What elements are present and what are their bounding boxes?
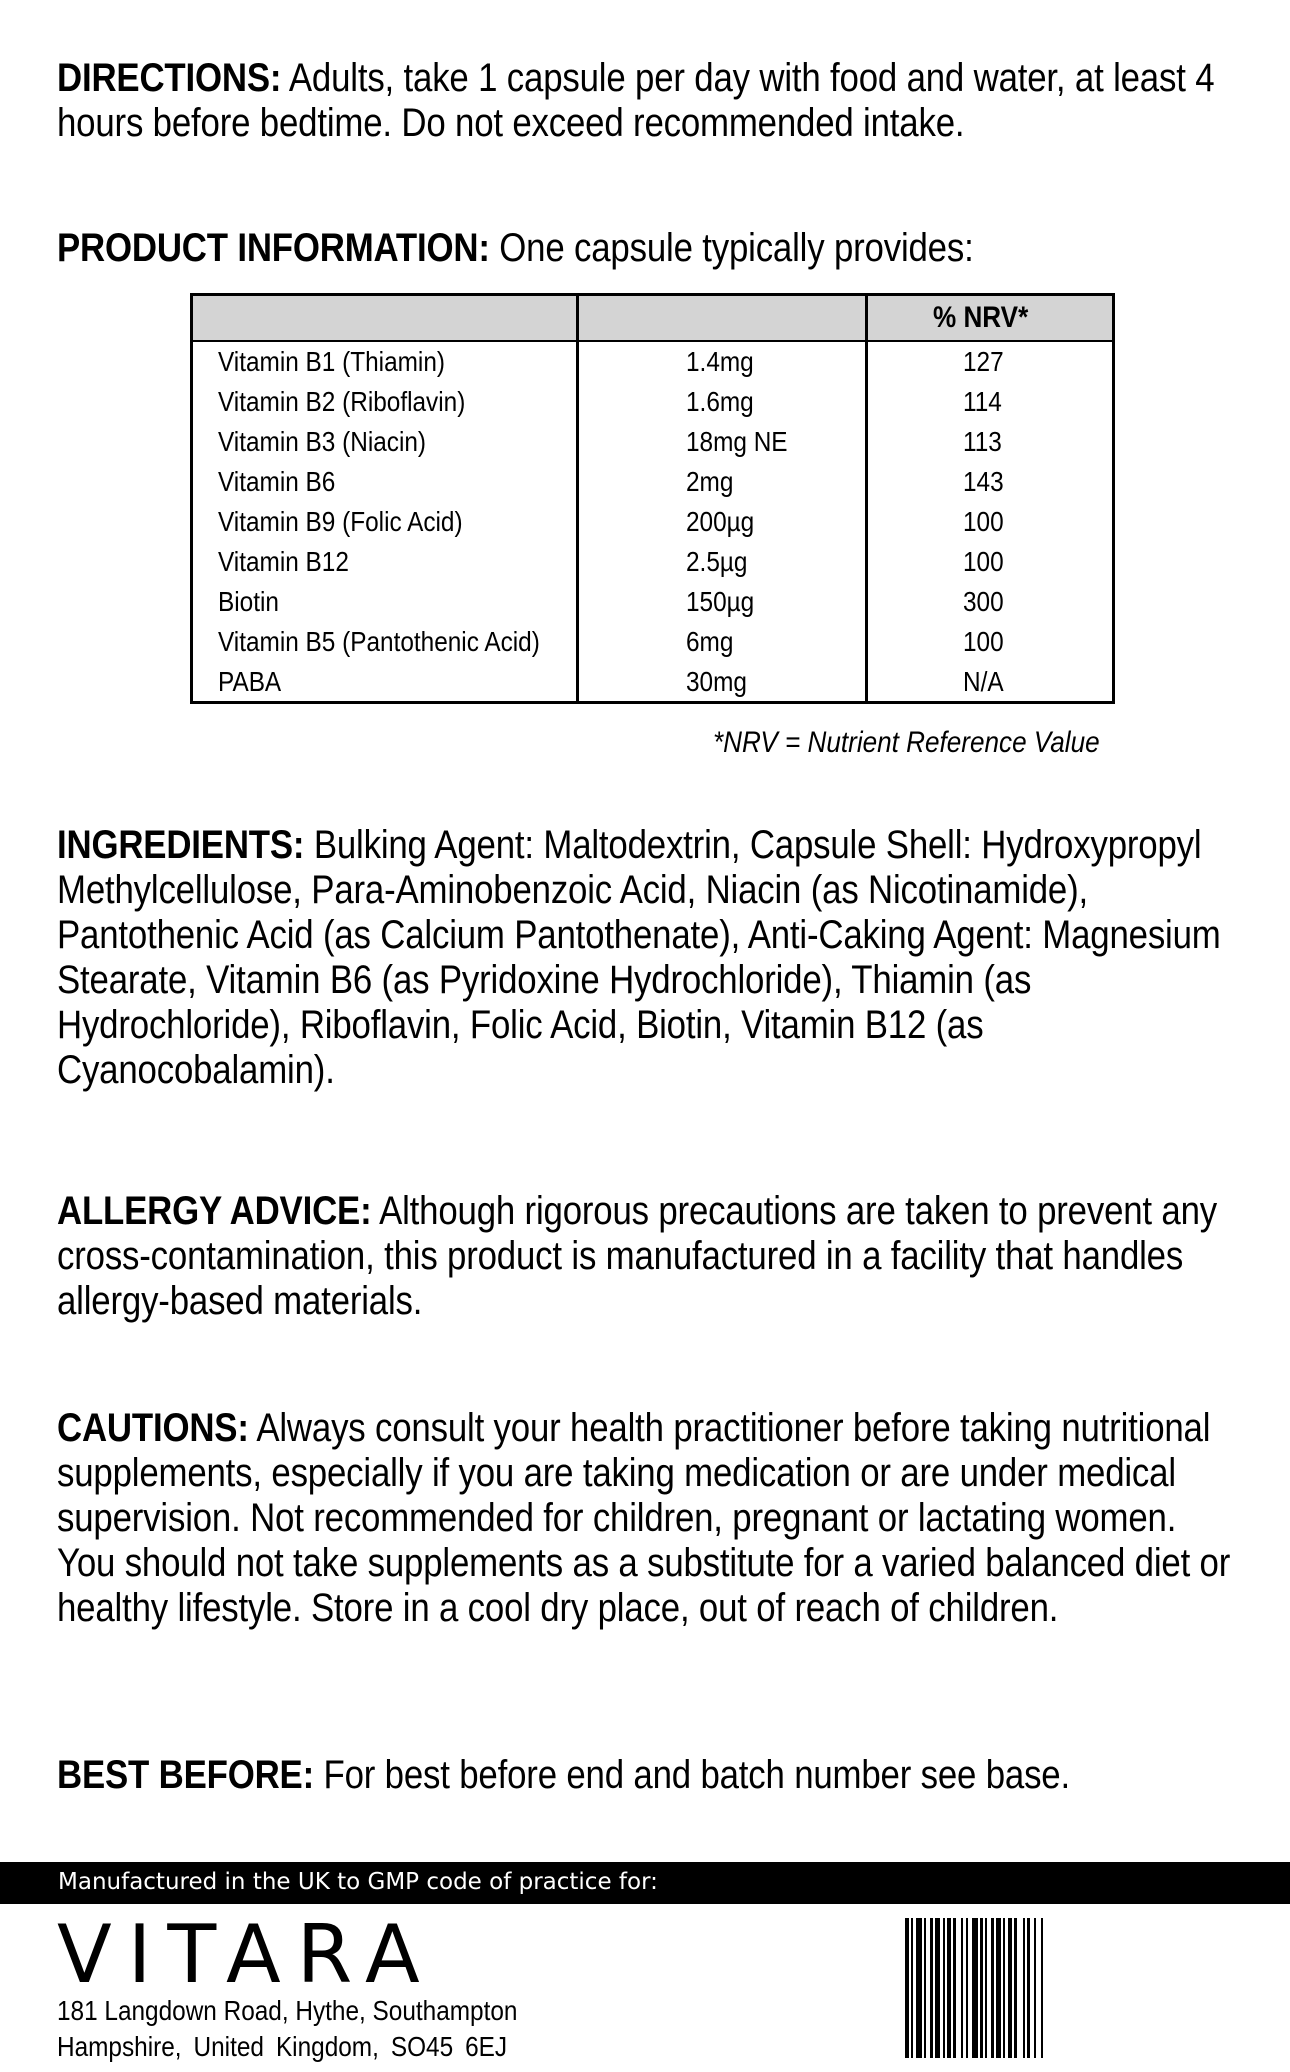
table-row (193, 462, 1112, 502)
nutrient-name: Vitamin B9 (Folic Acid) (218, 506, 463, 537)
table-row (193, 502, 1112, 542)
nutrient-nrv: N/A (963, 666, 1004, 697)
ingredients-label: INGREDIENTS: (57, 823, 305, 867)
nutrient-name: Biotin (218, 586, 279, 617)
nutrient-amount: 18mg NE (686, 426, 788, 457)
address-line-2: Hampshire, United Kingdom, SO45 6EJ (57, 2031, 508, 2062)
nutrient-nrv: 143 (963, 466, 1004, 497)
nutrient-name: PABA (218, 666, 282, 697)
allergy-advice-text: Although rigorous precautions are taken to prevent any cross-contamination, this product is manufactured in a facility that handles allergy-based materials. (57, 1189, 1218, 1323)
directions-text: Adults, take 1 capsule per day with food and water, at least 4 hours before bedtime. Do not exceed recommended intake. (57, 56, 1215, 145)
nutrient-name: Vitamin B3 (Niacin) (218, 426, 427, 457)
table-row (193, 582, 1112, 622)
nutrient-nrv: 300 (963, 586, 1004, 617)
nutrient-amount: 1.4mg (686, 346, 754, 377)
nutrient-amount: 150µg (686, 586, 755, 617)
brand-logo: VITARA (57, 1908, 436, 2001)
table-row (193, 422, 1112, 462)
product-information-text: One capsule typically provides: (489, 226, 974, 270)
nutrient-nrv: 113 (963, 426, 1002, 457)
allergy-advice-section (57, 1189, 1240, 1324)
table-row (193, 542, 1112, 582)
nutrient-amount: 30mg (686, 666, 747, 697)
table-row (193, 342, 1112, 382)
ingredients-text: Bulking Agent: Maltodextrin, Capsule Shell: Hydroxypropyl Methylcellulose, Para-Aminobenzoic Acid, Niacin (as Nicotinamide), Pantothenic Acid (as Calcium Pantothenate), Anti-Caking Agent: Magnesium Stearate, Vitamin B6 (as Pyridoxine Hydrochloride), Thiamin (as Hydrochloride), Riboflavin, Folic Acid, Biotin, Vitamin B12 (as Cyanocobalamin). (57, 823, 1221, 1092)
best-before-label: BEST BEFORE: (57, 1753, 315, 1797)
nutrient-name: Vitamin B5 (Pantothenic Acid) (218, 626, 540, 657)
address-line-1: 181 Langdown Road, Hythe, Southampton (57, 1995, 518, 2026)
nutrient-nrv: 100 (963, 546, 1004, 577)
allergy-advice-label: ALLERGY ADVICE: (57, 1189, 372, 1233)
cautions-text: Always consult your health practitioner before taking nutritional supplements, especially if you are taking medication or are under medical supervision. Not recommended for children, pregnant or lactating women. You should not take supplements as a substitute for a varied balanced diet or healthy lifestyle. Store in a cool dry place, out of reach of children. (57, 1406, 1231, 1630)
nutrient-amount: 1.6mg (686, 386, 754, 417)
nutrient-name: Vitamin B1 (Thiamin) (218, 346, 445, 377)
nutrient-nrv: 100 (963, 626, 1004, 657)
nutrient-amount: 6mg (686, 626, 734, 657)
nrv-footnote: *NRV = Nutrient Reference Value (713, 726, 1100, 759)
best-before-text: For best before end and batch number see base. (314, 1753, 1070, 1797)
directions-section (57, 56, 1223, 146)
nutrient-nrv: 127 (963, 346, 1004, 377)
table-row (193, 662, 1112, 702)
nutrient-name: Vitamin B2 (Riboflavin) (218, 386, 466, 417)
cautions-label: CAUTIONS: (57, 1406, 249, 1450)
manufacturer-bar (0, 1862, 1290, 1904)
nutrient-name: Vitamin B6 (218, 466, 336, 497)
nutrient-amount: 2mg (686, 466, 734, 497)
table-row (193, 622, 1112, 662)
nutrient-nrv: 100 (963, 506, 1004, 537)
directions-label: DIRECTIONS: (57, 56, 282, 100)
table-row (193, 382, 1112, 422)
cautions-section (57, 1406, 1240, 1631)
product-information-label: PRODUCT INFORMATION: (57, 226, 490, 270)
nrv-column-header: % NRV* (933, 301, 1029, 334)
product-information-section (57, 226, 1223, 271)
barcode-icon (905, 1918, 1220, 2058)
ingredients-section (57, 823, 1240, 1093)
manufactured-text: Manufactured in the UK to GMP code of practice for: (58, 1869, 658, 1895)
table-header (193, 296, 1112, 340)
best-before-section (57, 1753, 1240, 1798)
nutrient-nrv: 114 (963, 386, 1002, 417)
nutrient-amount: 2.5µg (686, 546, 748, 577)
nutrition-table (190, 293, 1115, 704)
nutrient-amount: 200µg (686, 506, 755, 537)
nutrient-name: Vitamin B12 (218, 546, 349, 577)
